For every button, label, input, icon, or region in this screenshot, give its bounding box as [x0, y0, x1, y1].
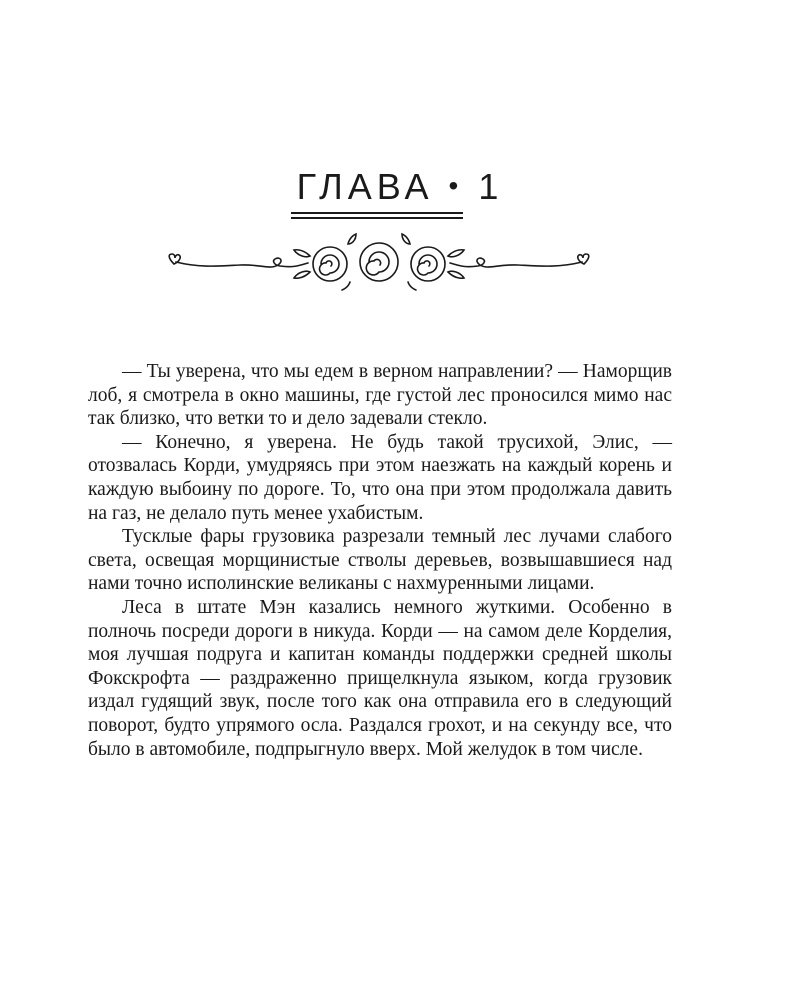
paragraph: — Ты уверена, что мы едем в верном направлении? — Наморщив лоб, я смотрела в окно машины, где густой лес проносился мимо нас так близко, что ветки то и дело задевали стекло. — [88, 361, 672, 430]
chapter-body — [88, 360, 672, 761]
chapter-number: 1 — [478, 166, 504, 207]
paragraph: — Конечно, я уверена. Не будь такой трусихой, Элис, — отозвалась Корди, умудряясь при этом наезжать на каждый корень и каждую выбоину по дороге. То, что она при этом продолжала давить на газ, не делало путь менее ухабистым. — [88, 431, 672, 524]
rose-ornament-icon — [160, 232, 600, 292]
chapter-separator: • — [448, 170, 464, 201]
paragraph: Леса в штате Мэн казались немного жуткими. Особенно в полночь посреди дороги в никуда. Корди — на самом деле Корделия, моя лучшая подруга и капитан команды поддержки средней школы Фокскрофта — раздраженно прищелкнула языком, когда грузовик издал гудящий звук, после того как она отправила его в следующий поворот, будто упрямого осла. Раздался грохот, и на секунду все, что было в автомобиле, подпрыгнуло вверх. Мой желудок в том числе. — [88, 596, 672, 760]
chapter-word: ГЛАВА — [296, 166, 434, 207]
chapter-heading — [0, 166, 800, 207]
heading-underline-top — [291, 212, 463, 214]
heading-underline-bottom — [291, 217, 463, 219]
paragraph: Тусклые фары грузовика разрезали темный лес лучами слабого света, освещая морщинистые стволы деревьев, возвышавшиеся над нами точно исполинские великаны с нахмуренными лицами. — [88, 526, 672, 595]
